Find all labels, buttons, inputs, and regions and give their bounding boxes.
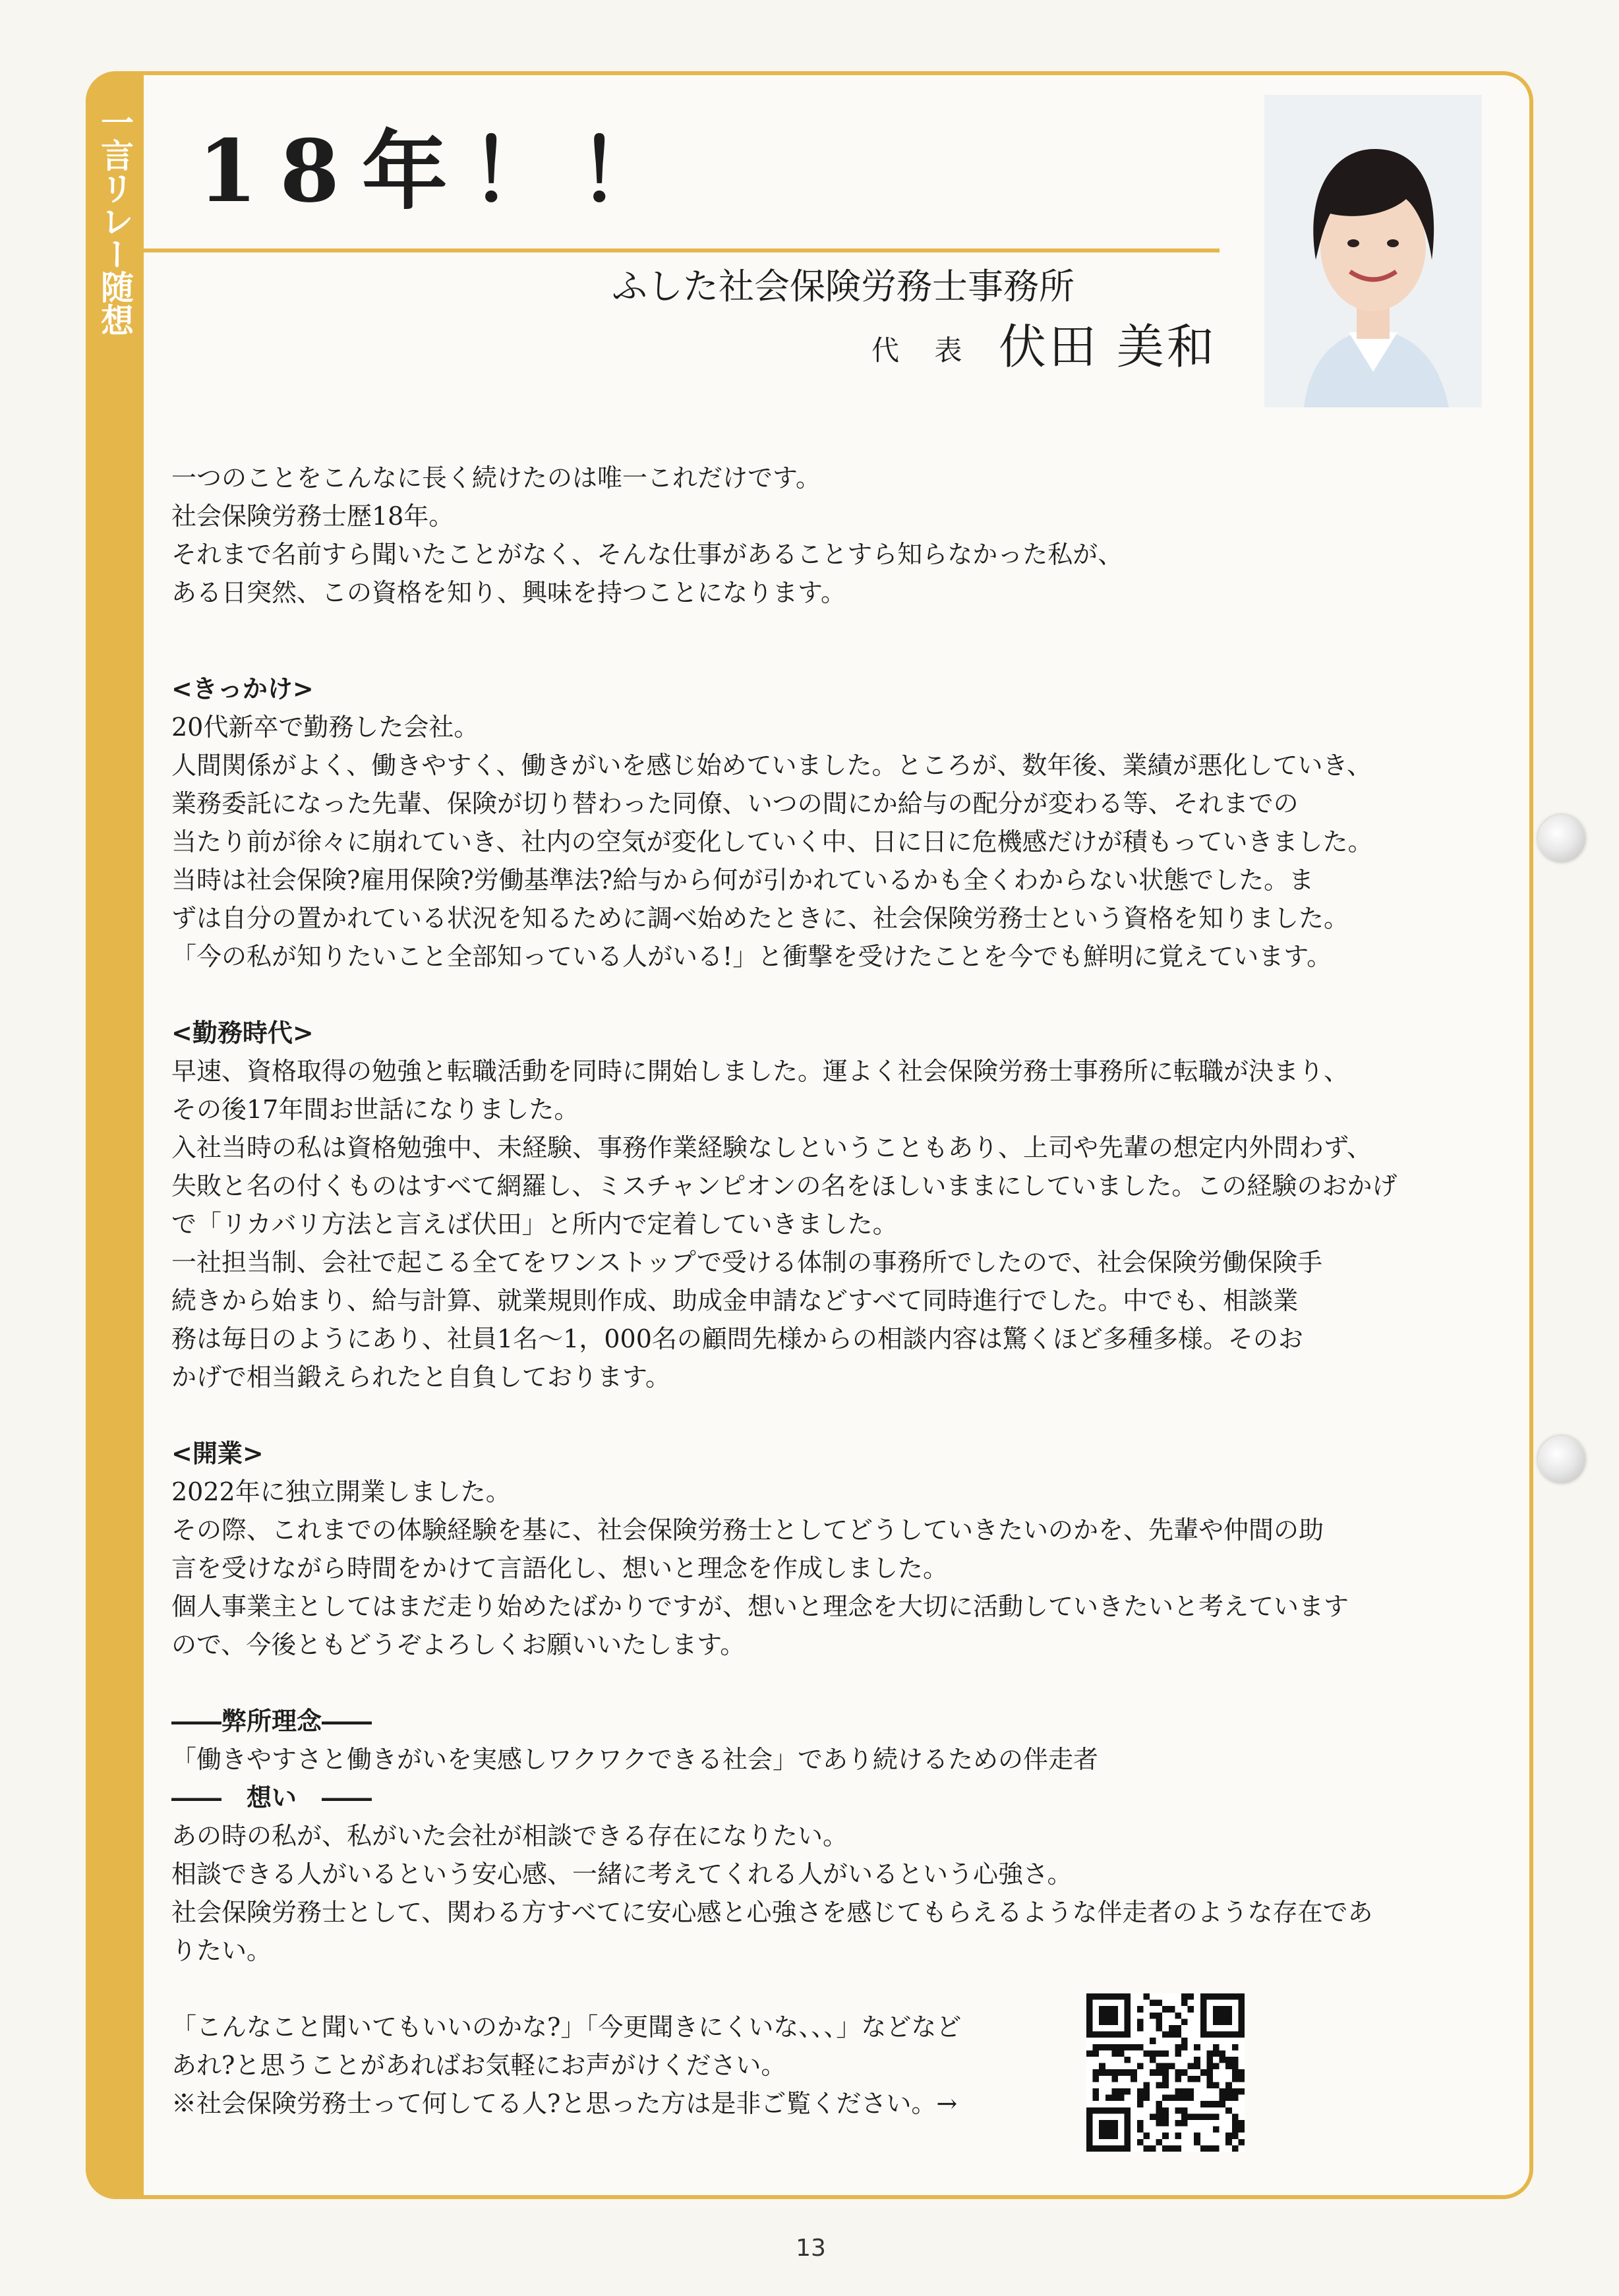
section-line: 失敗と名の付くものはすべて網羅し、ミスチャンピオンの名をほしいままにしていました。この経験のおかげ	[171, 1171, 1398, 1200]
section-line: 20代新卒で勤務した会社。	[171, 713, 479, 742]
section-line: 一社担当制、会社で起こる全てをワンストップで受ける体制の事務所でしたので、社会保険労働保険手	[171, 1248, 1323, 1277]
series-label: 一言リレー随想	[96, 105, 134, 336]
section-heading: <勤務時代>	[171, 1018, 314, 1047]
section-line: 続きから始まり、給与計算、就業規則作成、助成金申請などすべて同時進行でした。中でも、相談業	[171, 1286, 1299, 1315]
intro-line: 一つのことをこんなに長く続けたのは唯一これだけです。	[171, 463, 821, 492]
intro-line: それまで名前すら聞いたことがなく、そんな仕事があることすら知らなかった私が、	[171, 540, 1123, 569]
thoughts-line: 社会保険労務士として、関わる方すべてに安心感と心強さを感じてもらえるような伴走者のような存在であ	[171, 1898, 1373, 1927]
closing-line: ※社会保険労務士って何してる人?と思った方は是非ご覧ください。→	[171, 2089, 958, 2118]
section-line: 入社当時の私は資格勉強中、未経験、事務作業経験なしということもあり、上司や先輩の想定内外問わず、	[171, 1133, 1372, 1162]
thoughts-line: 相談できる人がいるという安心感、一緒に考えてくれる人がいるという心強さ。	[171, 1860, 1073, 1889]
portrait-illustration	[1264, 95, 1482, 407]
section-line: 言を受けながら時間をかけて言語化し、想いと理念を作成しました。	[171, 1554, 949, 1583]
article-body	[171, 459, 1520, 2123]
section-line: 当時は社会保険?雇用保険?労働基準法?給与から何が引かれているかも全くわからない状態でした。ま	[171, 866, 1314, 895]
side-band	[86, 71, 144, 2199]
section-line: 2022年に独立開業しました。	[171, 1477, 511, 1506]
section-line: 「今の私が知りたいこと全部知っている人がいる!」と衝撃を受けたことを今でも鮮明に覚えています。	[171, 942, 1332, 971]
section-line: ずは自分の置かれている状況を知るために調べ始めたときに、社会保険労務士という資格を知りました。	[171, 904, 1349, 933]
qr-code-icon	[1086, 1993, 1245, 2152]
section-line: かげで相当鍛えられたと自負しております。	[171, 1363, 670, 1392]
intro-line: ある日突然、この資格を知り、興味を持つことになります。	[171, 578, 846, 607]
section-line: 早速、資格取得の勉強と転職活動を同時に開始しました。運よく社会保険労務士事務所に転職が決まり、	[171, 1057, 1349, 1086]
binder-hole	[1538, 1436, 1585, 1483]
closing-line: あれ?と思うことがあればお気軽にお声がけください。	[171, 2051, 786, 2080]
intro-line: 社会保険労務士歴18年。	[171, 502, 454, 531]
qr-code[interactable]	[1086, 1993, 1245, 2152]
author-photo	[1264, 95, 1482, 407]
thoughts-line: りたい。	[171, 1936, 272, 1965]
section-heading: <開業>	[171, 1438, 264, 1468]
title-divider	[144, 249, 1220, 252]
philosophy-heading: ――弊所理念――	[171, 1706, 372, 1736]
author-name: 伏田 美和	[999, 319, 1217, 374]
section-line: 業務委託になった先輩、保険が切り替わった同僚、いつの間にか給与の配分が変わる等、それまでの	[171, 789, 1299, 818]
office-name: ふした社会保険労務士事務所	[612, 266, 1074, 307]
author-role: 代 表	[871, 334, 976, 367]
binder-hole	[1538, 815, 1585, 862]
section-line: 務は毎日のようにあり、社員1名～1，000名の顧問先様からの相談内容は驚くほど多種多様。そのお	[171, 1324, 1303, 1353]
page-number: 13	[796, 2235, 826, 2262]
section-line: 当たり前が徐々に崩れていき、社内の空気が変化していく中、日に日に危機感だけが積もっていきました。	[171, 827, 1373, 856]
section-line: 人間関係がよく、働きやすく、働きがいを感じ始めていました。ところが、数年後、業績が悪化していき、	[171, 751, 1372, 780]
thoughts-heading: ―― 想い ――	[171, 1782, 372, 1812]
section-line: その際、これまでの体験経験を基に、社会保険労務士としてどうしていきたいのかを、先輩や仲間の助	[171, 1516, 1324, 1545]
thoughts-line: あの時の私が、私がいた会社が相談できる存在になりたい。	[171, 1821, 848, 1850]
philosophy-text: 「働きやすさと働きがいを実感しワクワクできる社会」であり続けるための伴走者	[171, 1745, 1099, 1774]
section-heading: <きっかけ>	[171, 674, 314, 703]
closing-line: 「こんなこと聞いてもいいのかな?」「今更聞きにくいな、、、」などなど	[171, 2013, 962, 2042]
section-line: で「リカバリ方法と言えば伏田」と所内で定着していきました。	[171, 1210, 898, 1239]
section-line: その後17年間お世話になりました。	[171, 1095, 579, 1124]
page-title: 18年！！	[198, 121, 686, 221]
section-line: 個人事業主としてはまだ走り始めたばかりですが、想いと理念を大切に活動していきたいと考えています	[171, 1592, 1349, 1621]
section-line: ので、今後ともどうぞよろしくお願いいたします。	[171, 1630, 746, 1659]
